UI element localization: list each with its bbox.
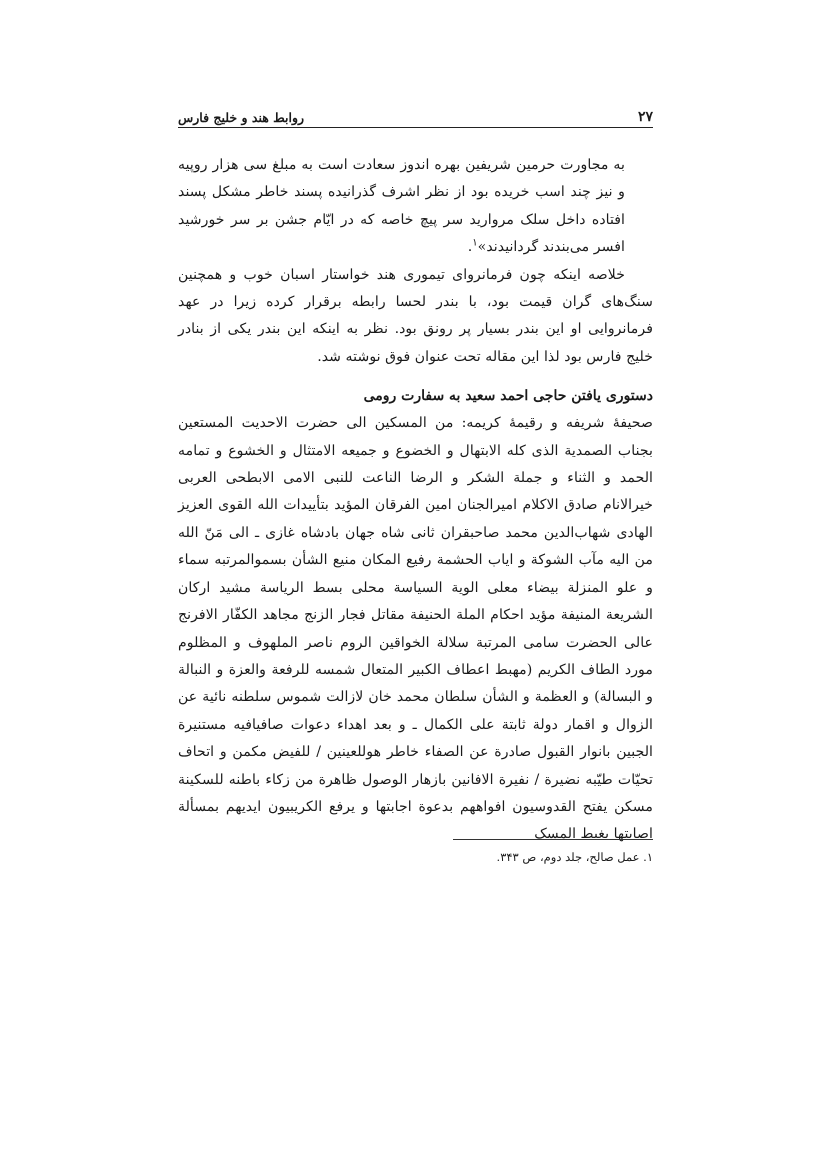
page-header: [178, 101, 653, 128]
section-paragraph: صحیفهٔ شریفه و رقیمهٔ کریمه: من المسکین الی حضرت الاحدیت المستعین بجناب الصمدیة الذی کله الابتهال و الخضوع و جمیعه الامتثال و الخشوع و تمامه الحمد و الثناء و جملة الشکر و الرضا الناعت للنبی الامی الابطحی العربی خیرالانام صادق الاکلام امیرالجنان امین الفرقان المؤید بتأییدات الله القوی العزیز الهادی شهاب‌الدین محمد صاحبقران ثانی شاه جهان بادشاه غازی ـ الی مَنّ الله من الیه مآب الشوکة و ایاب الحشمة رفیع المکان منیع الشأن بسموالمرتبه سماء و علو المنزلة بیضاء معلی الویة السیاسة محلی بسط الریاسة مشید ارکان الشریعة المنیفة مؤید احکام الملة الحنیفة مقاتل فجار الزنج مجاهد الکفّار الافرنج عالی الحضرت سامی المرتبة سلالة الخواقین الروم ناصر الملهوف و المظلوم مورد الطاف الکریم (مهبط اعطاف الکبیر المتعال شمسه للرفعة والعزة و النبالة و البسالة) و العظمة و الشأن سلطان محمد خان لازالت شموس سلطنه نائیة عن الزوال و اقمار دولة ثابتة علی الکمال ـ و بعد اهداء دعوات صافیافیه مستنیرة الجبین بانوار القبول صادرة عن الصفاء خاطر هوللعینین / للفیض مکمن و اتحاف تحیّات طیّبه نضیرة / نفیرة الافانین بازهار الوصول ظاهرة من زکاء باطنه للسکینة مسکن یفتح القدوسیون افواههم بدعوة اجابتها و یرفع الکریبیون ایدیهم بمسألة اصابتها یغبط المسک: [178, 415, 653, 843]
running-title: روابط هند و خلیج فارس: [178, 110, 305, 125]
footnote: ۱. عمل صالح، جلد دوم، ص ۳۴۳.: [496, 850, 653, 864]
body-paragraph: خلاصه اینکه چون فرمانروای تیموری هند خواستار اسبان خوب و همچنین سنگ‌های گران قیمت بود، با بندر لحسا رابطه برقرار کرده زیرا در عهد فرمانروایی او این بندر بسیار پر رونق بود. نظر به اینکه این بندر یکی از بنادر خلیج فارس بود لذا این مقاله تحت عنوان فوق نوشته شد.: [178, 266, 653, 365]
main-text: [178, 152, 653, 849]
block-quote: به مجاورت حرمین شریفین بهره اندوز سعادت است به مبلغ سی هزار روپیه و نیز چند اسب خریده بود از نظر اشرف گذرانیده پسند خاطر مشکل پسند افتاده داخل سلک مروارید سر پیچ خاصه که در ایّام جشن بر سر خورشید افسر می‌بندند گردانیدند»$^۱$.: [178, 157, 625, 256]
page-number: ۲۷: [637, 109, 653, 125]
footnote-reference: ۱: [472, 237, 478, 249]
footnote-divider: [453, 839, 653, 840]
section-heading: دستوری یافتن حاجی احمد سعید به سفارت رومی: [363, 388, 653, 405]
quote-text: به مجاورت حرمین شریفین بهره اندوز سعادت است به مبلغ سی هزار روپیه و نیز چند اسب خریده بود از نظر اشرف گذرانیده پسند خاطر مشکل پسند افتاده داخل سلک مروارید سر پیچ خاصه که در ایّام جشن بر سر خورشید افسر می‌بندند گردانیدند»: [178, 157, 625, 256]
